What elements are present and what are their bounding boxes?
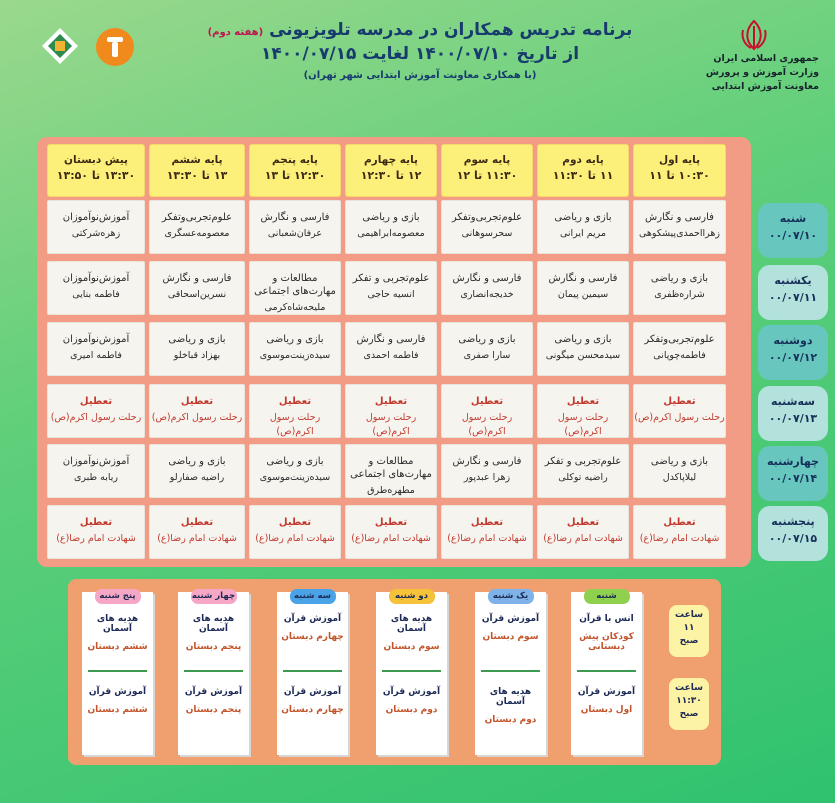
grade-time: ۱۲:۳۰ تا ۱۳	[264, 169, 326, 182]
lesson-subject: بازی و ریاضی	[554, 212, 612, 223]
card-day: چهار شنبه	[191, 591, 236, 601]
lesson-subject: تعطیل	[79, 517, 113, 528]
lesson-teacher: رحلت رسول اکرم(ص)	[557, 412, 609, 437]
day-date: ۰۰/۰۷/۱۰	[768, 229, 818, 242]
program-item-1130	[178, 687, 249, 715]
lesson-teacher: سیده‌زینت‌موسوی	[259, 472, 331, 483]
lesson-subject: تعطیل	[374, 396, 408, 407]
card-day: یک شنبه	[492, 591, 529, 601]
lesson-subject: فارسی و نگارش	[356, 334, 426, 345]
lesson-subject: تعطیل	[374, 517, 408, 528]
lesson-teacher: شهادت امام رضا(ع)	[447, 533, 527, 544]
lesson-teacher: بهزاد قباخلو	[173, 350, 221, 361]
lesson-cell	[537, 444, 629, 498]
lesson-cell	[249, 444, 341, 498]
program-title: آموزش قرآن	[382, 687, 441, 697]
lesson-teacher: مطهره‌طرق	[367, 485, 415, 496]
card-day: سه شنبه	[294, 591, 331, 601]
program-grade: چهارم دبستان	[281, 705, 344, 715]
program-card	[376, 592, 447, 755]
holiday-cell	[633, 505, 726, 559]
lesson-cell	[345, 261, 437, 315]
grade-name: پایه دوم	[562, 154, 604, 166]
day-name: شنبه	[779, 212, 807, 225]
slot-line: ساعت	[675, 610, 703, 620]
program-card	[82, 592, 153, 755]
lesson-teacher: سیدمحسن میگونی	[545, 350, 621, 361]
lesson-subject: تعطیل	[278, 396, 312, 407]
lesson-teacher: راضیه توکلی	[558, 472, 608, 483]
grade-time: ۱۱:۳۰ تا ۱۲	[456, 169, 518, 182]
program-grade: اول دبستان	[580, 705, 633, 715]
day-date: ۰۰/۰۷/۱۱	[768, 291, 818, 304]
grade-time: ۱۱ تا ۱۱:۳۰	[552, 169, 614, 182]
program-item-1130	[376, 687, 447, 715]
lesson-subject: علوم‌تجربی و تفکر	[544, 456, 622, 467]
header	[0, 0, 835, 110]
page-title-text: برنامه تدریس همکاران در مدرسه تلویزیونی	[269, 20, 633, 40]
divider	[88, 670, 147, 672]
lesson-cell	[633, 322, 726, 376]
day-label	[758, 506, 828, 561]
program-card	[475, 592, 546, 755]
day-name: چهارشنبه	[766, 455, 820, 468]
slot-line: صبح	[679, 636, 699, 646]
lesson-cell	[249, 200, 341, 254]
ministry-line-2: وزارت آموزش و پرورش	[705, 67, 819, 78]
holiday-cell	[537, 505, 629, 559]
grade-header	[441, 144, 533, 197]
lesson-cell	[149, 261, 245, 315]
lesson-cell	[633, 200, 726, 254]
lesson-cell	[537, 322, 629, 376]
lesson-subject: فارسی و نگارش	[260, 212, 330, 223]
lesson-subject: فارسی و نگارش	[162, 273, 232, 284]
divider	[382, 670, 441, 672]
grade-time: ۱۳ تا ۱۳:۳۰	[166, 169, 228, 182]
holiday-cell	[345, 384, 437, 438]
title-block	[200, 20, 640, 81]
lesson-teacher: سیمین پیمان	[557, 289, 609, 300]
date-range: از تاریخ ۱۴۰۰/۰۷/۱۰ لغایت ۱۴۰۰/۰۷/۱۵	[260, 44, 580, 64]
lesson-teacher: معصومه‌ابراهیمی	[357, 228, 425, 239]
lesson-subject: علوم‌تجربی‌و‌تفکر	[644, 334, 715, 345]
lesson-teacher: شهادت امام رضا(ع)	[255, 533, 335, 544]
lesson-cell	[47, 444, 145, 498]
lesson-subject: علوم‌تجربی و تفکر	[352, 273, 430, 284]
lesson-teacher: ملیحه‌شاه‌کرمی	[264, 302, 326, 313]
slot-line: ساعت	[675, 683, 703, 693]
lesson-subject: بازی و ریاضی	[650, 456, 709, 467]
program-grade: سوم دبستان	[383, 642, 440, 652]
lesson-teacher: رحلت رسول اکرم(ص)	[50, 412, 142, 423]
lesson-teacher: زهره‌شرکتی	[71, 228, 121, 239]
lesson-subject: تعطیل	[180, 396, 214, 407]
lesson-cell	[345, 322, 437, 376]
holiday-cell	[47, 505, 145, 559]
holiday-cell	[537, 384, 629, 438]
program-card	[571, 592, 642, 755]
day-label	[758, 446, 828, 501]
slot-line: ۱۱	[683, 623, 695, 633]
lesson-subject: تعطیل	[180, 517, 214, 528]
holiday-cell	[249, 384, 341, 438]
program-card	[178, 592, 249, 755]
lesson-subject: علوم‌تجربی‌و‌تفکر	[161, 212, 233, 223]
lesson-subject: بازی و ریاضی	[458, 334, 516, 345]
lesson-subject: تعطیل	[566, 517, 600, 528]
lesson-subject: فارسی و نگارش	[645, 212, 714, 223]
slot-line: صبح	[679, 709, 699, 719]
program-item-11	[475, 614, 546, 642]
lesson-subject: تعطیل	[663, 517, 696, 528]
lesson-teacher: انسیه حاجی	[367, 289, 415, 300]
time-slot	[669, 678, 709, 730]
lesson-subject: فارسی و نگارش	[452, 273, 522, 284]
program-title: آموزش قرآن	[481, 614, 540, 624]
grade-name: پیش دبستان	[64, 154, 128, 166]
day-label	[758, 325, 828, 380]
lesson-subject: آموزش‌نوآموزان	[62, 212, 130, 223]
lesson-cell	[633, 444, 726, 498]
lesson-subject: بازی و ریاضی	[362, 212, 420, 223]
lesson-teacher: شهادت امام رضا(ع)	[351, 533, 431, 544]
day-name: دوشنبه	[773, 334, 813, 347]
program-grade: پنجم دبستان	[185, 705, 242, 715]
program-item-11	[571, 614, 642, 652]
holiday-cell	[345, 505, 437, 559]
page-title	[200, 20, 640, 40]
program-item-11	[82, 614, 153, 652]
card-day: شنبه	[596, 591, 617, 601]
program-grade: دوم دبستان	[484, 715, 537, 725]
lesson-teacher: نسرین‌اسحاقی	[167, 289, 227, 300]
lesson-teacher: ریابه طبری	[74, 472, 118, 483]
lesson-cell	[47, 200, 145, 254]
ministry-line-1: جمهوری اسلامی ایران	[713, 53, 819, 64]
lesson-subject: تعطیل	[79, 396, 113, 407]
lesson-cell	[345, 444, 437, 498]
lesson-cell	[537, 200, 629, 254]
grade-header	[633, 144, 726, 197]
ministry-line-3: معاونت آموزش ابتدایی	[711, 81, 819, 92]
lesson-subject: آموزش‌نوآموزان	[62, 334, 130, 345]
lesson-teacher: رحلت رسول اکرم(ص)	[151, 412, 243, 423]
program-title: آموزش قرآن	[184, 687, 243, 697]
lesson-teacher: عرفان‌شعبانی	[267, 228, 323, 239]
program-title: آموزش قرآن	[577, 687, 636, 697]
grade-time: ۱۲ تا ۱۲:۳۰	[360, 169, 422, 182]
lesson-teacher: فاطمه بنایی	[72, 289, 120, 300]
ministry-block	[706, 52, 819, 94]
program-title: انس با قرآن	[579, 614, 634, 624]
grade-time: ۱۰:۳۰ تا ۱۱	[649, 169, 710, 182]
lesson-teacher: لیلاپاکدل	[662, 472, 697, 483]
program-item-1130	[277, 687, 348, 715]
holiday-cell	[441, 384, 533, 438]
lesson-teacher: زهرا عبدپور	[463, 472, 511, 483]
lesson-cell	[149, 444, 245, 498]
lesson-subject: تعطیل	[663, 396, 696, 407]
lesson-teacher: سارا صفری	[463, 350, 511, 361]
holiday-cell	[441, 505, 533, 559]
program-grade: کودکان پیش دبستانی	[579, 632, 634, 652]
day-date: ۰۰/۰۷/۱۴	[768, 472, 818, 485]
program-title: هدیه های آسمان	[489, 687, 532, 707]
program-title: آموزش قرآن	[283, 687, 342, 697]
holiday-cell	[47, 384, 145, 438]
slot-line: ۱۱:۳۰	[676, 696, 702, 706]
program-grade: پنجم دبستان	[185, 642, 242, 652]
program-item-1130	[475, 687, 546, 725]
grade-header	[537, 144, 629, 197]
lesson-teacher: فاطمه امیری	[70, 350, 122, 361]
lesson-cell	[441, 261, 533, 315]
lesson-teacher: شهادت امام رضا(ع)	[157, 533, 237, 544]
week-note: (هفته دوم)	[207, 27, 264, 38]
lesson-teacher: رحلت رسول اکرم(ص)	[634, 412, 725, 423]
lesson-teacher: خدیجه‌انصاری	[460, 289, 514, 300]
day-date: ۰۰/۰۷/۱۳	[768, 412, 818, 425]
holiday-cell	[633, 384, 726, 438]
card-day: پنج شنبه	[99, 591, 136, 601]
lesson-cell	[47, 261, 145, 315]
grade-header	[345, 144, 437, 197]
holiday-cell	[149, 505, 245, 559]
lesson-subject: تعطیل	[470, 396, 504, 407]
program-grade: دوم دبستان	[385, 705, 438, 715]
lesson-subject: بازی و ریاضی	[650, 273, 709, 284]
grade-name: پایه چهارم	[363, 154, 419, 166]
lesson-teacher: فاطمه‌چوپانی	[653, 350, 706, 361]
card-day: دو شنبه	[394, 591, 429, 601]
lesson-cell	[345, 200, 437, 254]
lesson-cell	[441, 200, 533, 254]
program-title: هدیه های آسمان	[390, 614, 433, 634]
lesson-teacher: شهادت امام رضا(ع)	[56, 533, 136, 544]
time-slot	[669, 605, 709, 657]
lesson-teacher: زهرااحمدی‌پیشکوهی	[639, 228, 720, 239]
lesson-subject: فارسی و نگارش	[548, 273, 618, 284]
lesson-teacher: سحرسوهانی	[461, 228, 513, 239]
lesson-teacher: مریم ایرانی	[559, 228, 607, 239]
program-card	[277, 592, 348, 755]
grade-time: ۱۳:۳۰ تا ۱۳:۵۰	[56, 169, 136, 182]
lesson-subject: علوم‌تجربی‌و‌تفکر	[451, 212, 523, 223]
lesson-subject: فارسی و نگارش	[452, 456, 522, 467]
day-label	[758, 203, 828, 258]
program-grade: چهارم دبستان	[281, 632, 344, 642]
day-date: ۰۰/۰۷/۱۵	[768, 532, 818, 545]
lesson-teacher: راضیه صفارلو	[169, 472, 225, 483]
lesson-cell	[633, 261, 726, 315]
lesson-subject: آموزش‌نوآموزان	[62, 273, 130, 284]
lesson-subject: تعطیل	[278, 517, 312, 528]
lesson-subject: مطالعات و مهارت‌های اجتماعی	[254, 273, 336, 297]
program-item-11	[277, 614, 348, 642]
lesson-cell	[149, 322, 245, 376]
lesson-teacher: شهادت امام رضا(ع)	[639, 533, 720, 544]
lesson-subject: بازی و ریاضی	[266, 456, 324, 467]
lesson-cell	[537, 261, 629, 315]
program-title: هدیه های آسمان	[192, 614, 235, 634]
lesson-teacher: شهادت امام رضا(ع)	[543, 533, 623, 544]
grade-header	[249, 144, 341, 197]
lesson-teacher: معصومه‌عسگری	[164, 228, 230, 239]
day-label	[758, 386, 828, 441]
lesson-cell	[249, 261, 341, 315]
grade-name: پایه پنجم	[272, 154, 318, 166]
lesson-subject: بازی و ریاضی	[168, 456, 226, 467]
lesson-teacher: رحلت رسول اکرم(ص)	[461, 412, 513, 437]
divider	[481, 670, 540, 672]
grade-header	[47, 144, 145, 197]
program-title: آموزش قرآن	[283, 614, 342, 624]
lesson-teacher: فاطمه احمدی	[363, 350, 419, 361]
collab-note: (با همکاری معاونت آموزش ابتدایی شهر تهران)	[303, 70, 537, 81]
lesson-subject: مطالعات و مهارت‌های اجتماعی	[350, 456, 432, 480]
grade-name: پایه سوم	[463, 154, 511, 166]
program-title: هدیه های آسمان	[96, 614, 139, 634]
lesson-cell	[149, 200, 245, 254]
lesson-subject: تعطیل	[470, 517, 504, 528]
program-item-1130	[82, 687, 153, 715]
program-grade: ششم دبستان	[87, 705, 148, 715]
holiday-cell	[249, 505, 341, 559]
lesson-cell	[249, 322, 341, 376]
lesson-subject: بازی و ریاضی	[168, 334, 226, 345]
iran-emblem-icon	[737, 18, 771, 52]
day-name: پنجشنبه	[771, 515, 815, 528]
lesson-subject: آموزش‌نوآموزان	[62, 456, 130, 467]
day-name: یکشنبه	[774, 274, 812, 287]
education-logo-icon	[40, 26, 80, 66]
holiday-cell	[149, 384, 245, 438]
program-item-11	[178, 614, 249, 652]
lesson-subject: تعطیل	[566, 396, 600, 407]
tv-logo-icon	[96, 28, 134, 66]
program-item-1130	[571, 687, 642, 715]
lesson-cell	[441, 322, 533, 376]
program-grade: ششم دبستان	[87, 642, 148, 652]
grade-header	[149, 144, 245, 197]
day-date: ۰۰/۰۷/۱۲	[768, 351, 818, 364]
program-item-11	[376, 614, 447, 652]
program-grade: سوم دبستان	[482, 632, 539, 642]
divider	[283, 670, 342, 672]
lesson-teacher: رحلت رسول اکرم(ص)	[269, 412, 321, 437]
lesson-cell	[47, 322, 145, 376]
lesson-subject: بازی و ریاضی	[554, 334, 612, 345]
lesson-cell	[441, 444, 533, 498]
lesson-subject: بازی و ریاضی	[266, 334, 324, 345]
lesson-teacher: سیده‌زینت‌موسوی	[259, 350, 331, 361]
grade-name: پایه ششم	[171, 154, 223, 166]
day-name: سه‌شنبه	[771, 395, 815, 408]
divider	[184, 670, 243, 672]
lesson-teacher: شراره‌ظفری	[654, 289, 705, 300]
divider	[577, 670, 636, 672]
day-label	[758, 265, 828, 320]
grade-name: پایه اول	[658, 154, 701, 166]
program-title: آموزش قرآن	[88, 687, 147, 697]
lesson-teacher: رحلت رسول اکرم(ص)	[365, 412, 417, 437]
